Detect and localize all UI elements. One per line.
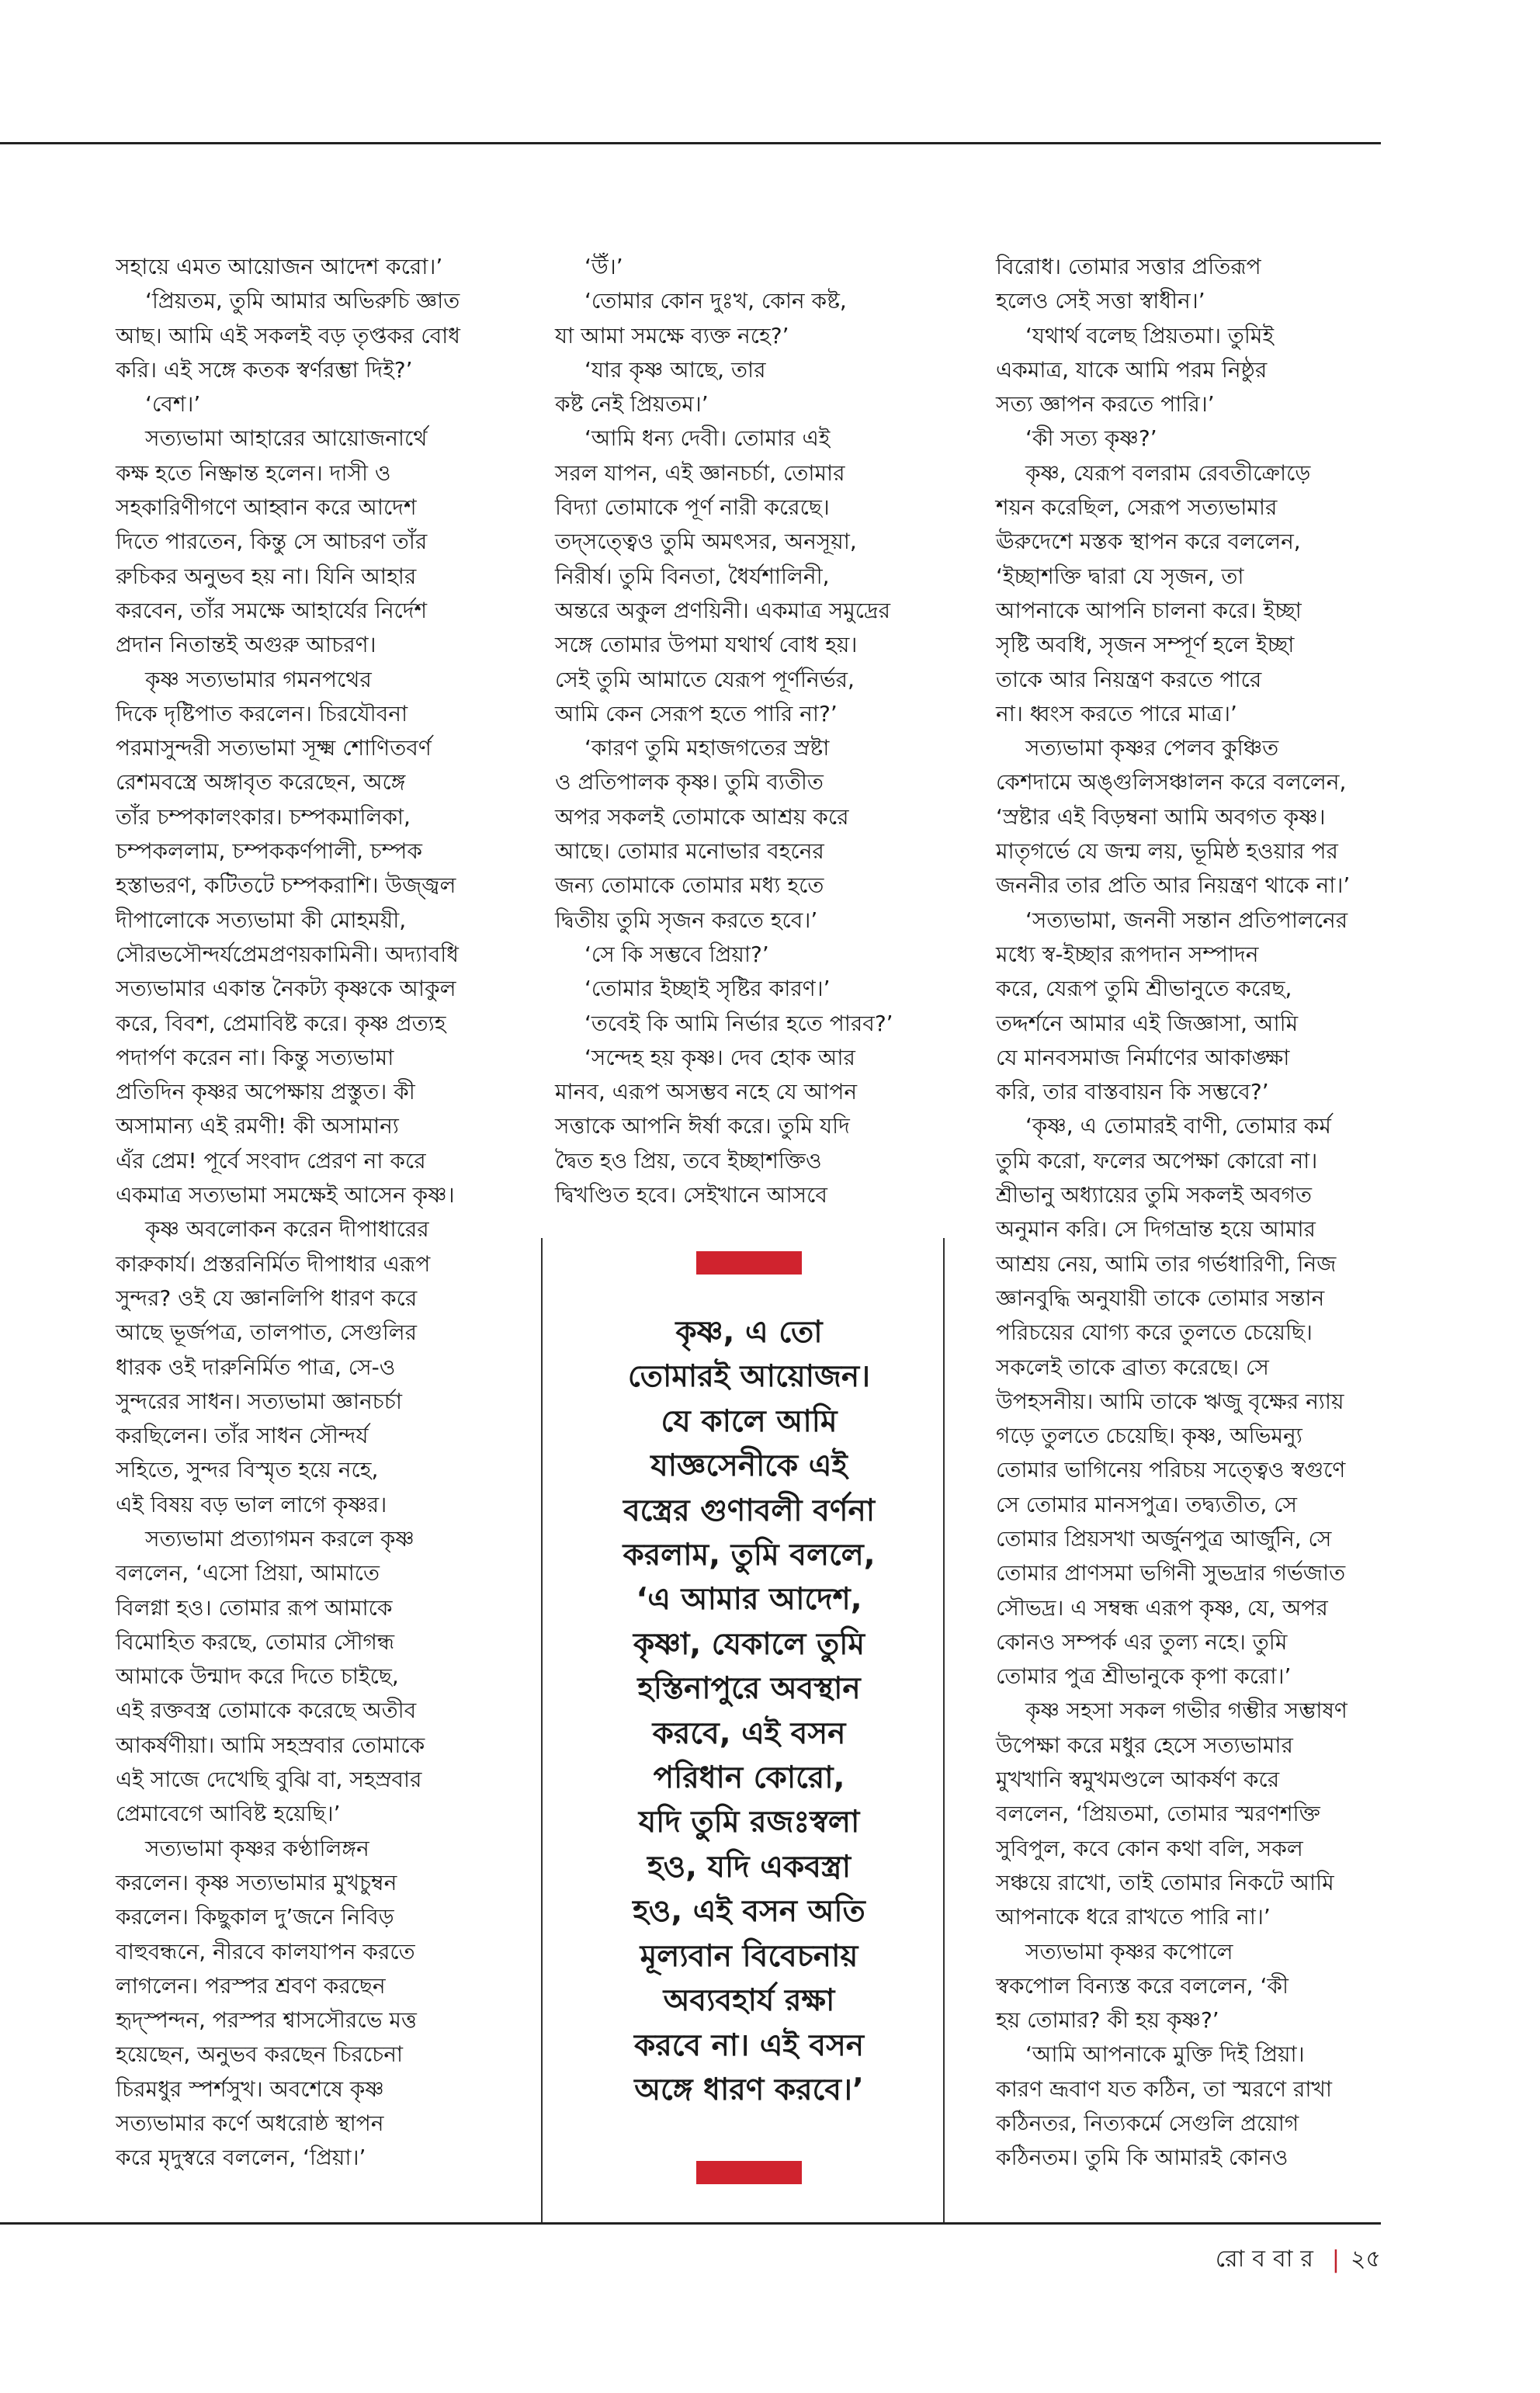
paragraph — [555, 421, 935, 731]
text-line: আছ। আমি এই সকলই বড় তৃপ্তকর বোধ — [116, 322, 460, 349]
text-line: শ্রীভানু অধ্যায়ের তুমি সকলই অবগত — [996, 1182, 1313, 1209]
text-line: আশ্রয় নেয়, আমি তার গর্ভধারিণী, নিজ — [996, 1250, 1337, 1277]
text-line: কেশদামে অঙ্গুলিসঞ্চালন করে বললেন, — [996, 769, 1347, 796]
paragraph — [996, 2038, 1392, 2175]
text-line: দ্বিখণ্ডিত হবে। সেইখানে আসবে — [555, 1182, 827, 1209]
text-line: সঞ্চয়ে রাখো, তাই তোমার নিকটে আমি — [996, 1869, 1334, 1895]
text-line: তদ্‌সত্ত্বেও তুমি অমৎসর, অনসূয়া, — [555, 529, 857, 555]
text-line: একমাত্র, যাকে আমি পরম নিষ্ঠুর — [996, 356, 1268, 383]
text-line: সত্যভামা আহারের আয়োজনার্থে — [145, 425, 428, 452]
paragraph — [996, 456, 1392, 731]
text-line: আপনাকে আপনি চালনা করে। ইচ্ছা — [996, 597, 1302, 623]
text-line: এই রক্তবস্ত্র তোমাকে করেছে অতীব — [116, 1698, 417, 1724]
text-line: বাহুবন্ধনে, নীরবে কালযাপন করতে — [116, 1938, 415, 1965]
text-line: ও প্রতিপালক কৃষ্ণ। তুমি ব্যতীত — [555, 769, 824, 796]
paragraph — [996, 731, 1392, 903]
text-line: বিদ্যা তোমাকে পূর্ণ নারী করেছে। — [555, 494, 830, 521]
paragraph — [996, 1694, 1392, 1934]
text-line: যা আমা সমক্ষে ব্যক্ত নহে?’ — [555, 322, 789, 349]
text-line: এই বিষয় বড় ভাল লাগে কৃষ্ণর। — [116, 1491, 387, 1517]
paragraph — [555, 1041, 935, 1212]
text-line: স্বকপোল বিন্যস্ত করে বললেন, ‘কী — [996, 1972, 1289, 1999]
paragraph — [555, 250, 935, 284]
text-line: অসামান্য এই রমণী! কী অসামান্য — [116, 1113, 399, 1139]
pull-quote-line: কৃষ্ণা, যেকালে তুমি — [633, 1626, 865, 1662]
text-line: আমাকে উন্মাদ করে দিতে চাইছে, — [116, 1663, 399, 1690]
text-line: বিমোহিত করছে, তোমার সৌগন্ধ — [116, 1628, 395, 1655]
text-line: মুখখানি স্বমুখমণ্ডলে আকর্ষণ করে — [996, 1767, 1280, 1793]
pull-quote-line: হস্তিনাপুরে অবস্থান — [637, 1671, 861, 1707]
text-line: রুচিকর অনুভব হয় না। যিনি আহার — [116, 563, 417, 589]
text-line: আমি কেন সেরূপ হতে পারি না?’ — [555, 700, 838, 727]
text-line: তুমি করো, ফলের অপেক্ষা কোরো না। — [996, 1147, 1318, 1174]
text-line: করবেন, তাঁর সমক্ষে আহার্যের নির্দেশ — [116, 597, 428, 623]
text-line: ‘তোমার ইচ্ছাই সৃষ্টির কারণ।’ — [584, 976, 831, 1002]
text-line: উপেক্ষা করে মধুর হেসে সত্যভামার — [996, 1732, 1293, 1758]
text-line: রেশমবস্ত্রে অঙ্গাবৃত করেছেন, অঙ্গে — [116, 769, 406, 796]
text-line: তদ্দর্শনে আমার এই জিজ্ঞাসা, আমি — [996, 1010, 1299, 1036]
pull-quote-line: করবে না। এই বসন — [633, 2027, 865, 2063]
text-line: জ্ঞানবুদ্ধি অনুযায়ী তাকে তোমার সন্তান — [996, 1285, 1325, 1311]
text-line: পরমাসুন্দরী সত্যভামা সূক্ষ্ম শোণিতবর্ণ — [116, 735, 432, 761]
text-line: উপহসনীয়। আমি তাকে ঋজু বৃক্ষের ন্যায় — [996, 1388, 1344, 1414]
pull-quote-line: ‘এ আমার আদেশ, — [636, 1582, 862, 1618]
text-line: এই সাজে দেখেছি বুঝি বা, সহস্রবার — [116, 1767, 422, 1793]
text-line: আপনাকে ধরে রাখতে পারি না।’ — [996, 1904, 1271, 1930]
text-line: জন্য তোমাকে তোমার মধ্য হতে — [555, 872, 824, 899]
text-line: ‘বেশ।’ — [145, 391, 201, 418]
paragraph — [996, 250, 1392, 319]
pull-quote-accent-bar — [696, 1251, 802, 1275]
text-line: লাগলেন। পরস্পর শ্রবণ করছেন — [116, 1972, 386, 1999]
text-line: সত্যভামার কর্ণে অধরোষ্ঠ স্থাপন — [116, 2110, 384, 2137]
text-line: করে মৃদুস্বরে বললেন, ‘প্রিয়া।’ — [116, 2145, 366, 2171]
pull-quote-line: হও, এই বসন অতি — [633, 1894, 865, 1930]
bottom-rule — [0, 2222, 1381, 2225]
text-line: সত্যভামার একান্ত নৈকট্য কৃষ্ণকে আকুল — [116, 976, 456, 1002]
text-line: সহকারিণীগণে আহ্বান করে আদেশ — [116, 494, 417, 521]
column-divider — [541, 1238, 543, 2223]
text-line: ‘আমি আপনাকে মুক্তি দিই প্রিয়া। — [1025, 2041, 1305, 2068]
text-line: সত্য জ্ঞাপন করতে পারি।’ — [996, 391, 1215, 418]
paragraph — [555, 938, 935, 972]
pull-quote-line: করলাম, তুমি বললে, — [623, 1538, 876, 1573]
paragraph — [116, 284, 508, 387]
text-line: সঙ্গে তোমার উপমা যথার্থ বোধ হয়। — [555, 632, 858, 658]
text-line: ঊরুদেশে মস্তক স্থাপন করে বললেন, — [996, 529, 1301, 555]
text-line: করলেন। কিছুকাল দু’জনে নিবিড় — [116, 1904, 394, 1930]
text-line: মাতৃগর্ভে যে জন্ম লয়, ভূমিষ্ঠ হওয়ার পর — [996, 838, 1338, 865]
top-rule — [0, 142, 1381, 144]
text-line: তোমার ভাগিনেয় পরিচয় সত্ত্বেও স্বগুণে — [996, 1457, 1346, 1483]
text-line: না। ধ্বংস করতে পারে মাত্র।’ — [996, 700, 1237, 727]
text-line: কঠিনতম। তুমি কি আমারই কোনও — [996, 2145, 1289, 2171]
text-line: করি, তার বাস্তবায়ন কি সম্ভবে?’ — [996, 1079, 1269, 1105]
text-line: শয়ন করেছিল, সেরূপ সত্যভামার — [996, 494, 1278, 521]
text-line: অন্তরে অকুল প্রণয়িনী। একমাত্র সমুদ্রের — [555, 597, 891, 623]
text-line: ‘সন্দেহ হয় কৃষ্ণ। দেব হোক আর — [584, 1044, 855, 1070]
text-line: সহায়ে এমত আয়োজন আদেশ করো।’ — [116, 254, 443, 279]
text-line: কৃষ্ণ সত্যভামার গমনপথের — [145, 666, 372, 692]
text-line: পরিচয়ের যোগ্য করে তুলতে চেয়েছি। — [996, 1320, 1313, 1346]
text-line: প্রতিদিন কৃষ্ণর অপেক্ষায় প্রস্তুত। কী — [116, 1079, 415, 1105]
text-line: ‘ইচ্ছাশক্তি দ্বারা যে সৃজন, তা — [996, 563, 1244, 589]
text-line: ‘যার কৃষ্ণ আছে, তার — [584, 356, 766, 383]
text-line: মানব, এরূপ অসম্ভব নহে যে আপন — [555, 1079, 858, 1105]
text-line: করলেন। কৃষ্ণ সত্যভামার মুখচুম্বন — [116, 1869, 397, 1895]
text-line: এঁর প্রেম! পূর্বে সংবাদ প্রেরণ না করে — [116, 1147, 426, 1174]
text-line: ‘প্রিয়তম, তুমি আমার অভিরুচি জ্ঞাত — [145, 288, 460, 314]
text-line: কষ্ট নেই প্রিয়তম।’ — [555, 391, 709, 418]
text-line: আছে। তোমার মনোভার বহনের — [555, 838, 824, 865]
text-line: হস্তাভরণ, কটিতটে চম্পকরাশি। উজ্জ্বল — [116, 872, 456, 899]
pull-quote-line: পরিধান কোরো, — [653, 1760, 845, 1796]
page-footer — [1216, 2240, 1381, 2280]
text-line: করি। এই সঙ্গে কতক স্বর্ণরম্ভা দিই?’ — [116, 356, 413, 383]
paragraph — [116, 1212, 508, 1522]
text-line: কৃষ্ণ অবলোকন করেন দীপাধারের — [145, 1216, 429, 1243]
text-line: কঠিনতর, নিত্যকর্মে সেগুলি প্রয়োগ — [996, 2110, 1299, 2137]
text-line: দ্বৈত হও প্রিয়, তবে ইচ্ছাশক্তিও — [555, 1147, 822, 1174]
text-line: করে, বিবশ, প্রেমাবিষ্ট করে। কৃষ্ণ প্রত্যহ — [116, 1010, 446, 1036]
paragraph — [996, 1109, 1392, 1694]
pull-quote-line: হও, যদি একবস্ত্রা — [647, 1849, 852, 1885]
text-line: বললেন, ‘এসো প্রিয়া, আমাতে — [116, 1560, 380, 1587]
pull-quote-accent-bar — [696, 2161, 802, 2184]
text-line: গড়ে তুলতে চেয়েছি। কৃষ্ণ, অভিমন্যু — [996, 1423, 1302, 1449]
text-line: বিরোধ। তোমার সত্তার প্রতিরূপ — [996, 254, 1261, 279]
paragraph — [996, 319, 1392, 422]
text-line: কক্ষ হতে নিষ্ক্রান্ত হলেন। দাসী ও — [116, 460, 391, 486]
text-line: হয় তোমার? কী হয় কৃষ্ণ?’ — [996, 2007, 1219, 2034]
paragraph — [555, 1007, 935, 1041]
footer-separator: | — [1331, 2246, 1341, 2273]
pull-quote-line: অঙ্গে ধারণ করবে।’ — [634, 2072, 864, 2107]
text-line: কারণ ভ্রূবাণ যত কঠিন, তা স্মরণে রাখা — [996, 2076, 1333, 2102]
text-line: তোমার পুত্র শ্রীভানুকে কৃপা করো।’ — [996, 1663, 1292, 1690]
text-line: ধারক ওই দারুনির্মিত পাত্র, সে-ও — [116, 1354, 396, 1380]
text-line: সত্যভামা কৃষ্ণর কপোলে — [1025, 1938, 1233, 1965]
text-line: চম্পকললাম, চম্পককর্ণপালী, চম্পক — [116, 838, 422, 865]
paragraph — [555, 731, 935, 938]
text-line: প্রেমাবেগে আবিষ্ট হয়েছি।’ — [116, 1801, 341, 1827]
text-line: বিলগ্না হও। তোমার রূপ আমাকে — [116, 1594, 393, 1621]
pull-quote — [567, 1310, 931, 2112]
text-line: সত্যভামা কৃষ্ণর কণ্ঠালিঙ্গন — [145, 1835, 369, 1861]
text-line: বললেন, ‘প্রিয়তমা, তোমার স্মরণশক্তি — [996, 1801, 1320, 1827]
paragraph — [116, 387, 508, 421]
text-line: জননীর তার প্রতি আর নিয়ন্ত্রণ থাকে না।’ — [996, 872, 1351, 899]
text-line: কারুকার্য। প্রস্তরনির্মিত দীপাধার এরূপ — [116, 1250, 431, 1277]
text-line: চিরমধুর স্পর্শসুখ। অবশেষে কৃষ্ণ — [116, 2076, 384, 2102]
text-line: ‘যথার্থ বলেছ প্রিয়তমা। তুমিই — [1025, 322, 1275, 349]
text-line: সরল যাপন, এই জ্ঞানচর্চা, তোমার — [555, 460, 845, 486]
pull-quote-line: যে কালে আমি — [661, 1403, 838, 1439]
text-line: প্রদান নিতান্তই অগুরু আচরণ। — [116, 632, 376, 658]
text-line: হৃদ্‌স্পন্দন, পরস্পর শ্বাসসৌরভে মত্ত — [116, 2007, 417, 2034]
text-line: তোমার প্রাণসমা ভগিনী সুভদ্রার গর্ভজাত — [996, 1560, 1346, 1587]
text-line: ‘উঁ।’ — [584, 254, 623, 279]
text-line: ‘আমি ধন্য দেবী। তোমার এই — [584, 425, 831, 452]
paragraph — [116, 1832, 508, 2176]
text-line: মধ্যে স্ব-ইচ্ছার রূপদান সম্পাদন — [996, 941, 1259, 967]
text-line: সেই তুমি আমাতে যেরূপ পূর্ণনির্ভর, — [555, 666, 855, 692]
text-line: সৃষ্টি অবধি, সৃজন সম্পূর্ণ হলে ইচ্ছা — [996, 632, 1295, 658]
text-line: আছে ভূর্জপত্র, তালপাত, সেগুলির — [116, 1320, 417, 1346]
pull-quote-line: মূল্যবান বিবেচনায় — [640, 1938, 858, 1974]
paragraph — [555, 353, 935, 422]
text-line: দিকে দৃষ্টিপাত করলেন। চিরযৌবনা — [116, 700, 408, 727]
text-line: কৃষ্ণ সহসা সকল গভীর গম্ভীর সম্ভাষণ — [1025, 1698, 1348, 1724]
text-line: কোনও সম্পর্ক এর তুল্য নহে। তুমি — [996, 1628, 1288, 1655]
text-line: হলেও সেই সত্তা স্বাধীন।’ — [996, 288, 1205, 314]
text-line: সৌভদ্র। এ সম্বন্ধ এরূপ কৃষ্ণ, যে, অপর — [996, 1594, 1328, 1621]
text-column-3 — [996, 250, 1392, 2176]
text-line: সুন্দরের সাধন। সত্যভামা জ্ঞানচর্চা — [116, 1388, 402, 1414]
text-line: কৃষ্ণ, যেরূপ বলরাম রেবতীক্রোড়ে — [1025, 460, 1311, 486]
text-line: সত্যভামা প্রত্যাগমন করলে কৃষ্ণ — [145, 1525, 414, 1552]
text-line: একমাত্র সত্যভামা সমক্ষেই আসেন কৃষ্ণ। — [116, 1182, 455, 1209]
paragraph — [996, 903, 1392, 1110]
paragraph — [555, 972, 935, 1006]
text-line: সুবিপুল, কবে কোন কথা বলি, সকল — [996, 1835, 1303, 1861]
text-column-2 — [555, 250, 935, 1212]
column-divider — [943, 1238, 945, 2223]
text-line: ‘কী সত্য কৃষ্ণ?’ — [1025, 425, 1157, 452]
pull-quote-line: করবে, এই বসন — [652, 1715, 846, 1751]
text-line: সুন্দর? ওই যে জ্ঞানলিপি ধারণ করে — [116, 1285, 418, 1311]
text-line: ‘স্রষ্টার এই বিড়ম্বনা আমি অবগত কৃষ্ণ। — [996, 803, 1326, 830]
paragraph — [555, 284, 935, 353]
text-line: করে, যেরূপ তুমি শ্রীভানুতে করেছ, — [996, 976, 1292, 1002]
text-line: অনুমান করি। সে দিগভ্রান্ত হয়ে আমার — [996, 1216, 1316, 1243]
text-line: সত্যভামা কৃষ্ণর পেলব কুঞ্চিত — [1025, 735, 1279, 761]
text-line: তাকে আর নিয়ন্ত্রণ করতে পারে — [996, 666, 1262, 692]
text-line: করছিলেন। তাঁর সাধন সৌন্দর্য — [116, 1423, 369, 1449]
text-line: ‘কারণ তুমি মহাজগতের স্রষ্টা — [584, 735, 830, 761]
pull-quote-line: যদি তুমি রজঃস্বলা — [638, 1805, 860, 1840]
paragraph — [116, 250, 508, 284]
paragraph — [996, 421, 1392, 456]
text-line: হয়েছেন, অনুভব করছেন চিরচেনা — [116, 2041, 404, 2068]
text-column-1 — [116, 250, 508, 2176]
paragraph — [996, 1935, 1392, 2038]
text-line: দ্বিতীয় তুমি সৃজন করতে হবে।’ — [555, 907, 818, 933]
text-line: দিতে পারতেন, কিন্তু সে আচরণ তাঁর — [116, 529, 428, 555]
text-line: আকর্ষণীয়া। আমি সহস্রবার তোমাকে — [116, 1732, 425, 1758]
text-line: পদার্পণ করেন না। কিন্তু সত্যভামা — [116, 1044, 394, 1070]
paragraph — [116, 663, 508, 1213]
magazine-name: রোববার — [1215, 2246, 1321, 2273]
text-line: ‘সে কি সম্ভবে প্রিয়া?’ — [584, 941, 769, 967]
text-line: নিরীর্ষ। তুমি বিনতা, ধৈর্যশালিনী, — [555, 563, 830, 589]
paragraph — [116, 421, 508, 662]
text-line: ‘সত্যভামা, জননী সন্তান প্রতিপালনের — [1025, 907, 1348, 933]
pull-quote-line: অব্যবহার্য রক্ষা — [663, 1983, 835, 2019]
pull-quote-line: তোমারই আয়োজন। — [627, 1359, 871, 1395]
text-line: সে তোমার মানসপুত্র। তদ্ব্যতীত, সে — [996, 1491, 1298, 1517]
pull-quote-line: বস্ত্রের গুণাবলী বর্ণনা — [623, 1493, 876, 1528]
text-line: সকলেই তাকে ব্রাত্য করেছে। সে — [996, 1354, 1269, 1380]
text-line: ‘কৃষ্ণ, এ তোমারই বাণী, তোমার কর্ম — [1025, 1113, 1331, 1139]
text-line: সৌরভসৌন্দর্যপ্রেমপ্রণয়কামিনী। অদ্যাবধি — [116, 941, 459, 967]
text-line: যে মানবসমাজ নির্মাণের আকাঙ্ক্ষা — [996, 1044, 1290, 1070]
text-line: সত্তাকে আপনি ঈর্ষা করে। তুমি যদি — [555, 1113, 850, 1139]
paragraph — [116, 1522, 508, 1832]
pull-quote-line: যাজ্ঞসেনীকে এই — [650, 1448, 848, 1484]
text-line: ‘তোমার কোন দুঃখ, কোন কষ্ট, — [584, 288, 847, 314]
page-number: ২৫ — [1351, 2246, 1381, 2273]
pull-quote-line: কৃষ্ণ, এ তো — [675, 1315, 823, 1350]
text-line: তোমার প্রিয়সখা অর্জুনপুত্র আর্জুনি, সে — [996, 1525, 1332, 1552]
text-line: তাঁর চম্পকালংকার। চম্পকমালিকা, — [116, 803, 411, 830]
text-line: ‘তবেই কি আমি নির্ভার হতে পারব?’ — [584, 1010, 893, 1036]
text-line: অপর সকলই তোমাকে আশ্রয় করে — [555, 803, 849, 830]
text-line: দীপালোকে সত্যভামা কী মোহময়ী, — [116, 907, 407, 933]
text-line: সহিতে, সুন্দর বিস্মৃত হয়ে নহে, — [116, 1457, 379, 1483]
